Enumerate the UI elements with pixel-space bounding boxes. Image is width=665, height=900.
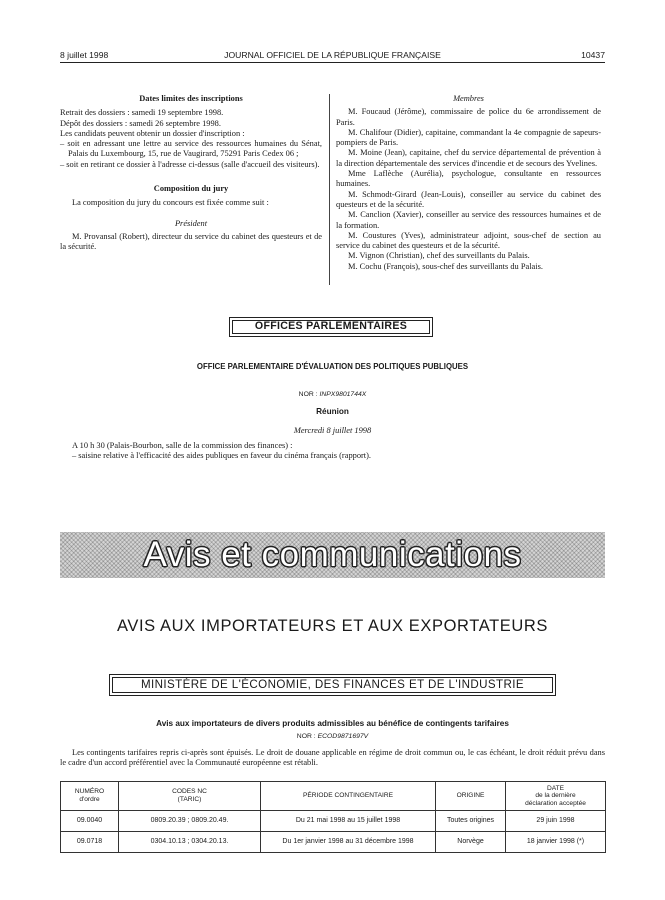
col-header-date-line1: DATE — [546, 784, 565, 792]
nor-code: ECOD9871697V — [317, 733, 369, 740]
membre-item: M. Coustures (Yves), administrateur adjoint, sous-chef de section au service du cabinet des questeurs et de la sécurité. — [336, 230, 601, 251]
col-header-date — [506, 782, 606, 811]
nor-label: NOR : — [296, 733, 316, 740]
depot-line: Dépôt des dossiers : samedi 26 septembre 1998. — [60, 118, 221, 128]
cell-date: 29 juin 1998 — [506, 811, 606, 832]
cell-origine: Norvège — [436, 832, 506, 853]
header-date: 8 juillet 1998 — [60, 50, 109, 60]
avis-intro — [60, 748, 605, 769]
candidats-line: Les candidats peuvent obtenir un dossier d'inscription : — [60, 128, 245, 138]
membre-item: M. Chalifour (Didier), capitaine, commandant la 4e compagnie de sapeurs-pompiers de Paris. — [336, 127, 601, 148]
cell-date: 18 janvier 1998 (*) — [506, 832, 606, 853]
col-header-date-line2: de la dernière — [535, 792, 576, 800]
cell-codes: 0304.10.13 ; 0304.20.13. — [119, 832, 261, 853]
col-header-numero — [61, 782, 119, 811]
col-header-numero-line1: NUMÉRO — [74, 788, 105, 796]
nor-line-avis — [60, 732, 605, 742]
header-page-number: 10437 — [581, 50, 605, 60]
office-title: OFFICE PARLEMENTAIRE D'ÉVALUATION DES POLITIQUES PUBLIQUES — [196, 362, 469, 371]
dates-title: Dates limites des inscriptions — [139, 94, 243, 103]
col-header-date-line3: déclaration acceptée — [525, 799, 586, 807]
table-row — [61, 811, 606, 832]
col-header-codes-line2: (TARIC) — [177, 796, 202, 803]
table-header-row — [61, 782, 606, 811]
president-label: Président — [174, 218, 208, 228]
membre-item: Mme Laflèche (Aurélia), psychologue, consultante en ressources humaines. — [336, 169, 601, 189]
avis-banner-title: Avis et communications — [143, 535, 522, 574]
contingents-table — [60, 781, 606, 853]
cell-codes: 0809.20.39 ; 0809.20.49. — [119, 811, 261, 832]
cell-origine: Toutes origines — [436, 811, 506, 832]
column-divider — [329, 94, 330, 285]
col-header-numero-line2: d'ordre — [79, 796, 100, 803]
composition-title: Composition du jury — [153, 184, 229, 194]
reunion-title: Réunion — [316, 407, 349, 416]
avis-importateurs-title: AVIS AUX IMPORTATEURS ET AUX EXPORTATEURS — [116, 617, 549, 635]
nor-line-office — [60, 390, 605, 400]
membre-item: M. Cochu (François), sous-chef des surveillants du Palais. — [348, 261, 543, 271]
cell-periode: Du 1er janvier 1998 au 31 décembre 1998 — [261, 832, 436, 853]
membre-item: M. Canclion (Xavier), conseiller au service des ressources humaines et de la formation. — [336, 210, 601, 230]
membre-item: M. Schmodt-Girard (Jean-Louis), conseiller au service du cabinet des questeurs et de la sécurité. — [336, 189, 601, 209]
membre-item: M. Foucaud (Jérôme), commissaire de police du 6e arrondissement de Paris. — [336, 107, 601, 127]
cell-periode: Du 21 mai 1998 au 15 juillet 1998 — [261, 811, 436, 832]
page-header — [60, 48, 605, 63]
dash-item-1: – soit en adressant une lettre au service des ressources humaines du Sénat, Palais du Luxembourg, 15, rue de Vaugirard, 75291 Paris Cedex 06 ; — [60, 139, 322, 159]
col-header-origine: ORIGINE — [436, 782, 506, 811]
col-header-periode: PÉRIODE CONTINGENTAIRE — [261, 782, 436, 811]
offices-box-title: OFFICES PARLEMENTAIRES — [229, 317, 433, 337]
table-row — [61, 832, 606, 853]
right-column — [336, 94, 601, 272]
membre-item: M. Moine (Jean), capitaine, chef du service départemental de prévention à la direction départementale des services d'incendie et de secours des Yvelines. — [336, 148, 601, 168]
header-journal: JOURNAL OFFICIEL DE LA RÉPUBLIQUE FRANÇAISE — [224, 50, 441, 60]
nor-code: INPX9801744X — [319, 391, 367, 398]
dash-item-2: – soit en retirant ce dossier à l'adresse ci-dessus (salle d'accueil des visiteurs). — [60, 159, 320, 169]
president-text: M. Provansal (Robert), directeur du service du cabinet des questeurs et de la sécurité. — [60, 231, 322, 252]
cell-numero: 09.0718 — [61, 832, 119, 853]
col-header-codes-line1: CODES NC — [172, 788, 207, 796]
col-header-codes — [119, 782, 261, 811]
cell-numero: 09.0040 — [61, 811, 119, 832]
membres-label: Membres — [453, 94, 484, 103]
retrait-line: Retrait des dossiers : samedi 19 septembre 1998. — [60, 108, 224, 118]
avis-subtitle: Avis aux importateurs de divers produits admissibles au bénéfice de contingents tarifaires — [156, 719, 509, 728]
composition-text: La composition du jury du concours est fixée comme suit : — [72, 198, 269, 208]
reunion-date: Mercredi 8 juillet 1998 — [293, 426, 372, 435]
left-column — [60, 94, 322, 253]
avis-intro-text: Les contingents tarifaires repris ci-après sont épuisés. Le droit de douane applicable en régime de droit commun ou, le cas échéant, le droit réduit prévu dans le cadre d'un accord préférentiel avec la Communauté européenne est rétabli. — [60, 748, 605, 768]
nor-label: NOR : — [298, 391, 318, 398]
ministere-box-title: MINISTÈRE DE L'ÉCONOMIE, DES FINANCES ET DE L'INDUSTRIE — [109, 674, 556, 696]
reunion-line-2: – saisine relative à l'efficacité des aides publiques en faveur du cinéma français (rapport). — [72, 451, 372, 460]
membre-item: M. Vignon (Christian), chef des surveillants du Palais. — [348, 251, 530, 261]
reunion-line-1: A 10 h 30 (Palais-Bourbon, salle de la commission des finances) : — [72, 441, 293, 450]
